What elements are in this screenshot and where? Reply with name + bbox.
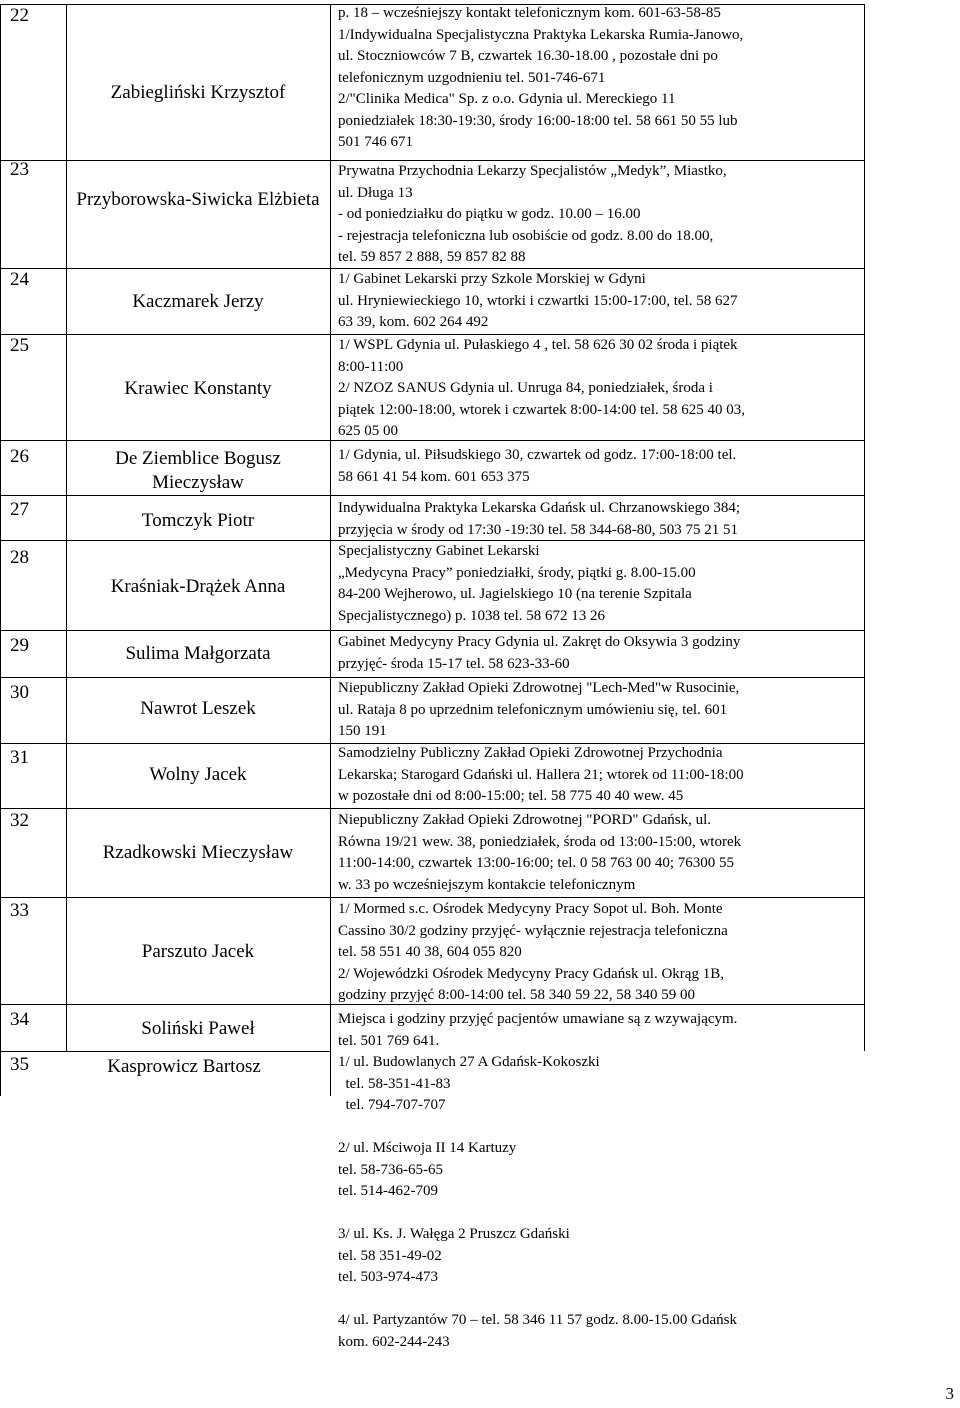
practice-details (338, 269, 856, 334)
details-line: 2/ NZOZ SANUS Gdynia ul. Unruga 84, poniedziałek, środa i (338, 380, 713, 396)
table-divider-name-details (330, 4, 331, 1096)
row-number: 32 (10, 810, 29, 831)
details-line: ul. Długa 13 (338, 184, 413, 201)
row-number: 30 (10, 682, 29, 703)
details-line: 1/ Gdynia, ul. Piłsudskiego 30, czwartek od godz. 17:00-18:00 tel. (338, 447, 737, 463)
doctor-name: Zabiegliński Krzysztof (110, 82, 286, 103)
details-line: „Medycyna Pracy” poniedziałki, środy, piątki g. 8.00-15.00 (338, 564, 696, 581)
details-line: godziny przyjęć 8:00-14:00 tel. 58 340 59 22, 58 340 59 00 (338, 987, 696, 1003)
doctor-name: Nawrot Leszek (140, 698, 256, 719)
row-number: 31 (10, 747, 29, 768)
doctor-name: Rzadkowski Mieczysław (102, 842, 294, 863)
doctor-name: Tomczyk Piotr (141, 510, 255, 531)
row-separator (0, 630, 864, 631)
details-line: 1/ WSPL Gdynia ul. Pułaskiego 4 , tel. 58 626 30 02 środa i piątek (338, 337, 738, 353)
details-line: tel. 58 551 40 38, 604 055 820 (338, 944, 522, 960)
details-line: przyjęcia w środy od 17:30 -19:30 tel. 58 344-68-80, 503 75 21 51 (338, 521, 738, 538)
row-number: 23 (10, 159, 29, 180)
details-line: tel. 514-462-709 (338, 1183, 438, 1199)
details-line: 1/Indywidualna Specjalistyczna Praktyka Lekarska Rumia-Janowo, (338, 26, 744, 43)
doctor-name: Kaczmarek Jerzy (132, 291, 264, 312)
details-line: 150 191 (338, 723, 387, 739)
details-line: Cassino 30/2 godziny przyjęć- wyłącznie rejestracja telefoniczna (338, 922, 728, 939)
doctor-name: Sulima Małgorzata (125, 643, 271, 664)
page-number: 3 (945, 1384, 954, 1403)
practice-details (338, 743, 856, 808)
table-divider-number-name (66, 4, 67, 1051)
details-line: Prywatna Przychodnia Lekarzy Specjalistów „Medyk”, Miastko, (338, 163, 727, 179)
details-line: tel. 794-707-707 (338, 1097, 446, 1113)
details-line (338, 1203, 856, 1225)
row-number: 27 (10, 499, 29, 520)
practice-details (338, 3, 856, 154)
details-line: Równa 19/21 wew. 38, poniedziałek, środa od 13:00-15:00, wtorek (338, 833, 742, 850)
details-line: ul. Rataja 8 po uprzednim telefonicznym umówieniu się, tel. 601 (338, 701, 728, 718)
doctor-name: Kraśniak-Drążek Anna (110, 576, 286, 597)
row-number: 25 (10, 335, 29, 356)
details-line: piątek 12:00-18:00, wtorek i czwartek 8:00-14:00 tel. 58 625 40 03, (338, 401, 745, 418)
details-line: 8:00-11:00 (338, 358, 404, 375)
details-line: Samodzielny Publiczny Zakład Opieki Zdrowotnej Przychodnia (338, 745, 723, 761)
details-line: kom. 602-244-243 (338, 1333, 450, 1350)
details-line: 1/ Gabinet Lekarski przy Szkole Morskiej w Gdyni (338, 271, 646, 287)
details-line (338, 1117, 856, 1139)
row-number: 34 (10, 1009, 29, 1030)
doctor-name: Przyborowska-Siwicka Elżbieta (76, 189, 320, 210)
details-line: w. 33 po wcześniejszym kontakcie telefonicznym (338, 876, 636, 893)
doctor-name: Kasprowicz Bartosz (107, 1056, 261, 1077)
details-line: tel. 58-351-41-83 (338, 1075, 451, 1092)
row-number: 28 (10, 547, 29, 568)
row-number: 26 (10, 446, 29, 467)
practice-details (338, 1009, 856, 1052)
practice-details (338, 632, 856, 675)
row-separator (0, 897, 864, 898)
details-line: 58 661 41 54 kom. 601 653 375 (338, 468, 530, 485)
practice-details (338, 445, 856, 488)
row-number: 22 (10, 5, 29, 26)
details-line: 4/ ul. Partyzantów 70 – tel. 58 346 11 57 godz. 8.00-15.00 Gdańsk (338, 1312, 737, 1328)
details-line: tel. 58 351-49-02 (338, 1247, 442, 1264)
row-separator (0, 808, 864, 809)
practice-details (338, 1052, 856, 1353)
practice-details (338, 161, 856, 269)
details-line: tel. 59 857 2 888, 59 857 82 88 (338, 249, 526, 265)
doctor-name: Soliński Paweł (141, 1018, 255, 1039)
details-line (338, 1289, 856, 1311)
row-number: 35 (10, 1054, 29, 1075)
details-line: ul. Stoczniowców 7 B, czwartek 16.30-18.00 , pozostałe dni po (338, 48, 718, 64)
doctor-name: De Ziemblice Bogusz Mieczysław (115, 448, 281, 493)
row-number: 24 (10, 269, 29, 290)
details-line: poniedziałek 18:30-19:30, środy 16:00-18:00 tel. 58 661 50 55 lub (338, 112, 738, 129)
details-line: p. 18 – wcześniejszy kontakt telefonicznym kom. 601-63-58-85 (338, 5, 721, 21)
details-line: tel. 501 769 641. (338, 1032, 440, 1049)
details-line: 2/ ul. Mściwoja II 14 Kartuzy (338, 1140, 517, 1156)
details-line: w pozostałe dni od 8:00-15:00; tel. 58 775 40 40 wew. 45 (338, 788, 684, 804)
details-line: 2/ Wojewódzki Ośrodek Medycyny Pracy Gdańsk ul. Okrąg 1B, (338, 965, 724, 982)
practice-details (338, 899, 856, 1007)
details-line: telefonicznym uzgodnieniu tel. 501-746-671 (338, 69, 606, 86)
details-line: 3/ ul. Ks. J. Wałęga 2 Pruszcz Gdański (338, 1226, 570, 1242)
details-line: - od poniedziałku do piątku w godz. 10.00 – 16.00 (338, 206, 641, 222)
details-line: 63 39, kom. 602 264 492 (338, 314, 489, 330)
practice-details (338, 678, 856, 743)
details-line: Niepubliczny Zakład Opieki Zdrowotnej "PORD" Gdańsk, ul. (338, 812, 712, 828)
doctor-name: Krawiec Konstanty (124, 378, 272, 399)
details-line: 625 05 00 (338, 423, 398, 439)
row-separator (0, 495, 864, 496)
details-line: Gabinet Medycyny Pracy Gdynia ul. Zakręt do Oksywia 3 godziny (338, 634, 741, 650)
table-border-right (864, 4, 865, 1051)
practice-details (338, 810, 856, 896)
details-line: 1/ Mormed s.c. Ośrodek Medycyny Pracy Sopot ul. Boh. Monte (338, 901, 723, 917)
details-line: Niepubliczny Zakład Opieki Zdrowotnej "Lech-Med"w Rusocinie, (338, 680, 740, 696)
row-separator (0, 1051, 330, 1052)
row-number: 33 (10, 900, 29, 921)
details-line: Specjalistycznego) p. 1038 tel. 58 672 13 26 (338, 607, 606, 624)
practice-details (338, 335, 856, 443)
details-line: Specjalistyczny Gabinet Lekarski (338, 543, 540, 559)
details-line: tel. 58-736-65-65 (338, 1161, 443, 1178)
doctor-name: Parszuto Jacek (141, 941, 255, 962)
details-line: 501 746 671 (338, 134, 413, 150)
practice-details (338, 498, 856, 541)
details-line: 84-200 Wejherowo, ul. Jagielskiego 10 (na terenie Szpitala (338, 586, 692, 602)
details-line: ul. Hryniewieckiego 10, wtorki i czwartki 15:00-17:00, tel. 58 627 (338, 292, 738, 309)
practice-details (338, 541, 856, 627)
details-line: przyjęć- środa 15-17 tel. 58 623-33-60 (338, 655, 570, 672)
details-line: Indywidualna Praktyka Lekarska Gdańsk ul. Chrzanowskiego 384; (338, 500, 740, 516)
table-border-left (0, 4, 1, 1096)
row-number: 29 (10, 635, 29, 656)
details-line: Miejsca i godziny przyjęć pacjentów umawiane są z wzywającym. (338, 1011, 738, 1027)
details-line: Lekarska; Starogard Gdański ul. Hallera 21; wtorek od 11:00-18:00 (338, 766, 744, 783)
details-line: - rejestracja telefoniczna lub osobiście od godz. 8.00 do 18.00, (338, 227, 714, 244)
details-line: 1/ ul. Budowlanych 27 A Gdańsk-Kokoszki (338, 1054, 600, 1070)
details-line: tel. 503-974-473 (338, 1269, 438, 1285)
details-line: 11:00-14:00, czwartek 13:00-16:00; tel. 0 58 763 00 40; 76300 55 (338, 855, 735, 871)
details-line: 2/"Clinika Medica" Sp. z o.o. Gdynia ul. Mereckiego 11 (338, 91, 676, 107)
doctor-name: Wolny Jacek (149, 764, 247, 785)
